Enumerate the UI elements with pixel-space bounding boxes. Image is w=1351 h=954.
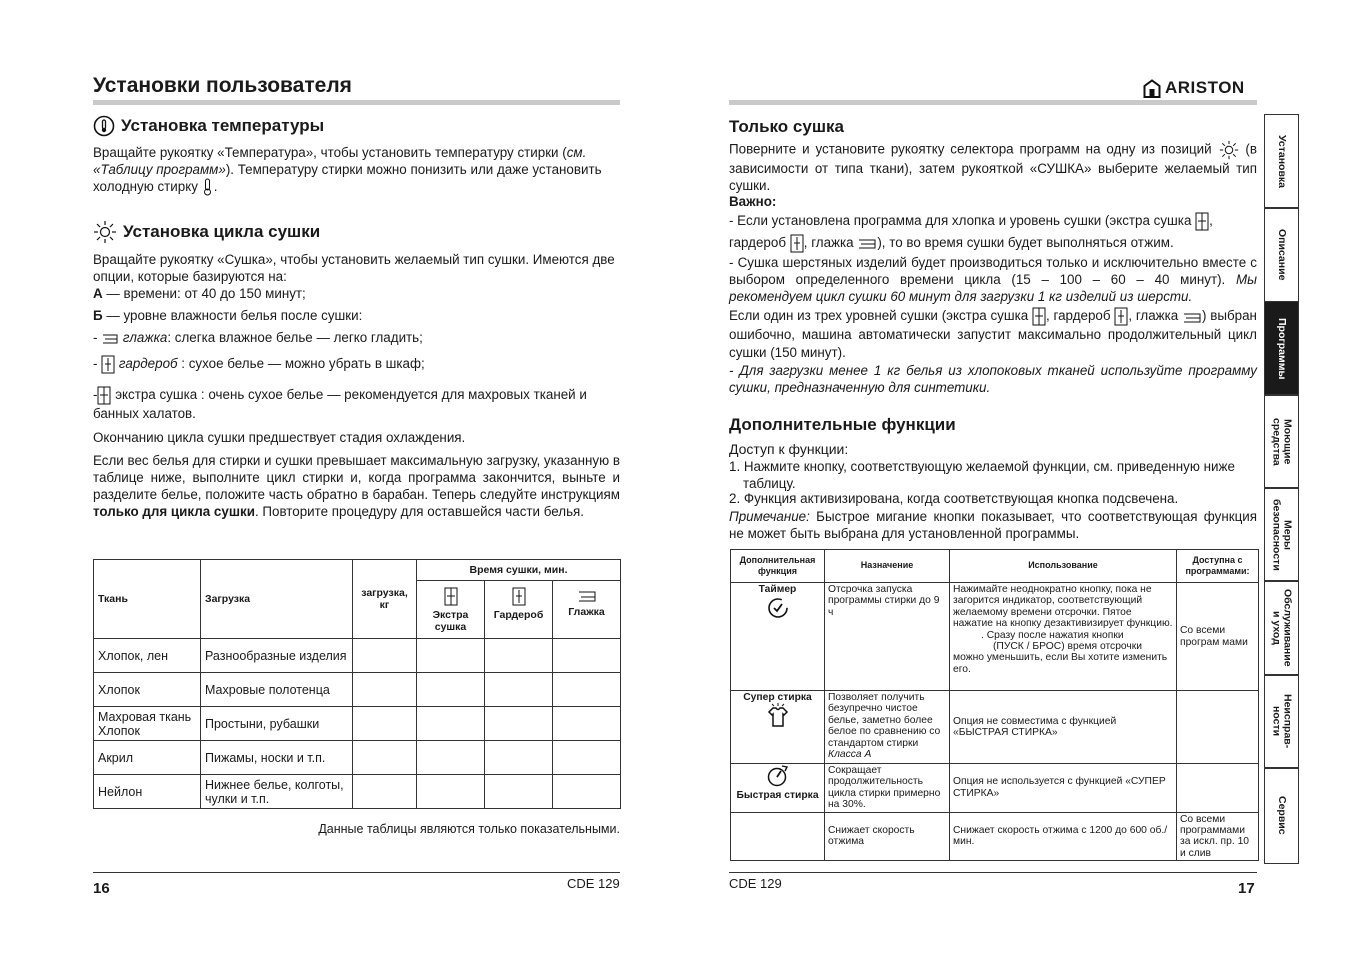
tab-programs[interactable] [1264,301,1299,396]
iron-dry-icon [577,589,597,603]
step-2: 2. Функция активизирована, когда соответствующая кнопка подсвечена. [729,491,1179,506]
tab-label: Меры безопасности [1270,498,1294,571]
col-function: Дополнительная функция [731,550,825,583]
cold-wash-icon [202,178,214,196]
temperature-heading-text: Установка температуры [121,116,325,135]
wardrobe-dry-icon [101,355,115,374]
table-row [731,691,1259,764]
wardrobe-option: - гардероб : сухое белье — можно убрать в шкаф; [93,355,620,374]
tab-label: Обслуживание и уход [1270,589,1294,667]
sun-icon [1218,140,1240,160]
load-cell: Простыни, рубашки [201,707,353,741]
function-cell [731,691,825,764]
tab-safety[interactable] [1264,487,1299,582]
b2: - Сушка шерстяных изделий будет производиться только и исключительно вместе с выбором определенного времени цикла (15 – 100 – 60 – 40 минут). [729,255,1257,287]
b3b: , гардероб [1046,308,1111,324]
temperature-heading [93,115,324,137]
iron-dry-icon [101,332,119,344]
drying-time-table [93,559,621,809]
table-row [731,583,1259,691]
tab-label: Описание [1276,229,1288,281]
tab-service[interactable] [1264,767,1299,864]
title-rule [93,100,620,105]
col-time: Время сушки, мин. [417,560,621,581]
only-dry-heading: Только сушка [729,117,844,136]
thermometer-circle-icon [93,115,115,137]
extra-functions-heading: Дополнительные функции [729,415,956,434]
wardrobe-dry-icon [1114,307,1128,326]
title-rule-right [729,100,1257,105]
tab-description[interactable] [1264,207,1299,303]
availability-cell [1177,691,1259,764]
temperature-text [93,144,620,196]
function-name: Супер стирка [743,692,812,703]
fabric-cell: Нейлон [94,775,201,809]
tab-label: Программы [1276,317,1288,380]
usage-text-3: (ПУСК / БРОС) время отсрочки [993,641,1143,653]
page-number: 16 [93,880,110,897]
step-1: 1. Нажмите кнопку, соответствующую желаемой функции, см. приведенную ниже таблицу. [729,459,1235,491]
availability-cell [1177,764,1259,813]
brand-logo [1143,78,1245,98]
only-dry-p1b: (в зависимости от типа ткани), затем рукояткой «СУШКА» выберите желаемый тип сушки. [729,141,1257,193]
table-row [731,764,1259,813]
table-row [94,639,621,673]
table-row [94,775,621,809]
option-b-letter: Б [93,308,103,323]
model-number: CDE 129 [567,876,620,891]
tab-label: Установка [1276,135,1288,188]
purpose-cell: Снижает скорость отжима [825,812,950,861]
table-row [94,707,621,741]
iron-option-label: глажка [122,330,168,345]
iron-option: - глажка: слегка влажное белье — легко гладить; [93,330,423,345]
note [729,508,1257,542]
col-wardrobe [485,581,553,639]
iron-dry-icon [1182,311,1202,323]
wardrobe-dry-icon [512,587,526,606]
purpose-italic: Класса А [828,749,872,761]
b1b: , гардероб [729,213,1213,250]
extra-dry-option: - экстра сушка : очень сухое белье — рекомендуется для махровых тканей и банных халатов. [93,387,587,421]
usage-cell [950,583,1177,691]
wardrobe-option-text: : сухое белье — можно убрать в шкаф; [177,356,425,372]
b4-italic: - Для загрузки менее 1 кг белья из хлопоковых тканей используйте программу сушки, предназначенную для синтетики. [729,363,1257,395]
extra-dry-option-text: экстра сушка : очень сухое белье — рекомендуется для махровых тканей и банных халатов. [93,387,587,421]
col-iron [553,581,621,639]
col-fabric: Ткань [94,560,201,639]
function-cell [731,583,825,691]
temp-text-italic: см. «Таблицу программ» [93,145,587,177]
overload-text-2: . Повторите процедуру для оставшейся части белья. [254,504,585,519]
overload-text-1: Если вес белья для стирки и сушки превышает максимальную загрузку, указанную в таблице ниже, выполните цикл стирки и, когда программа закончится, выньте и разделите белье, положите часть обратно в барабан. Теперь следуйте инструкциям [93,453,620,502]
table-note: Данные таблицы являются только показательными. [318,822,620,836]
fabric-cell: Махровая ткань Хлопок [94,707,201,741]
extra-dry-icon [444,587,458,606]
usage-text: Нажимайте неоднократно кнопку, пока не загорится индикатор, соответствующий желаемому времени отсрочки. Пятое нажатие на кнопку дезактивизирует функцию. [953,584,1173,630]
col-kg: загрузка, кг [353,560,417,639]
function-name: Таймер [758,584,797,595]
cooling-note: Окончанию цикла сушки предшествует стадия охлаждения. [93,430,466,445]
shirt-icon [766,703,790,729]
extra-dry-icon [97,386,111,405]
option-a-text: — времени: от 40 до 150 минут; [102,286,306,301]
brand-name: ARISTON [1165,78,1245,97]
tab-troubleshooting[interactable] [1264,674,1299,769]
b1c: , глажка [803,235,854,250]
only-dry-p1 [729,140,1257,194]
fast-wash-icon [766,765,790,787]
b3d: ) выбран ошибочно, машина автоматически запустит максимально продолжительный цикл сушки (150 минут). [729,308,1257,360]
page-title: Установки пользователя [93,74,352,97]
dry-intro: Вращайте рукоятку «Сушка», чтобы установить желаемый тип сушки. Имеются две опции, которые базируются на: [93,252,615,284]
col-extra [417,581,485,639]
model-number-right: CDE 129 [729,876,782,891]
availability-cell: Со всеми программами за искл. пр. 10 и слив [1177,812,1259,861]
purpose-cell: Сокращает продолжительность цикла стирки примерно на 30%. [825,764,950,813]
footer-rule-right [729,872,1257,873]
tab-installation[interactable] [1264,114,1299,209]
purpose-cell: Отсрочка запуска программы стирки до 9 ч [825,583,950,691]
load-cell: Махровые полотенца [201,673,353,707]
load-cell: Нижнее белье, колготы, чулки и т.п. [201,775,353,809]
important-b4 [729,362,1257,396]
important-b2 [729,254,1257,305]
timer-icon [766,595,790,619]
overload-bold: только для цикла сушки [93,504,255,519]
extra-dry-icon [1032,307,1046,326]
temp-text-1: Вращайте рукоятку «Температура», чтобы установить температуру стирки ( [93,145,567,160]
note-label: Примечание: [729,509,810,524]
fabric-cell: Хлопок [94,673,201,707]
extra-dry-icon [1195,212,1209,231]
table-row [731,812,1259,861]
tab-label: Сервис [1276,796,1288,835]
col-extra-label: Экстра сушка [432,608,469,633]
usage-cell: Снижает скорость отжима с 1200 до 600 об./мин. [950,812,1177,861]
function-name: Быстрая стирка [736,790,819,802]
col-load: Загрузка [201,560,353,639]
table-row [94,741,621,775]
b3c: , глажка [1128,308,1179,324]
fabric-cell: Хлопок, лен [94,639,201,673]
col-availability: Доступна с программами: [1177,550,1259,583]
fabric-cell: Акрил [94,741,201,775]
b2-italic: Мы рекомендуем цикл сушки 60 минут для загрузки 1 кг изделий из шерсти. [729,272,1257,304]
function-cell [731,812,825,861]
b1a: - Если установлена программа для хлопка и уровень сушки (экстра сушка [729,213,1192,228]
option-b [93,307,620,324]
temp-text-2: ). Температуру стирки можно понизить или даже установить холодную стирку [93,162,602,194]
only-dry-p1a: Поверните и установите рукоятку селектора программ на одну из позиций [729,141,1212,157]
ariston-house-icon [1143,79,1161,98]
iron-dry-icon [857,237,877,249]
tab-label: Моющие средства [1270,417,1294,466]
usage-text-4: можно уменьшить, если Вы хотите изменить его. [953,652,1168,675]
table-row [94,673,621,707]
functions-table [730,549,1259,861]
temp-text-3: . [213,179,218,194]
col-purpose: Назначение [825,550,950,583]
dry-cycle-heading-text: Установка цикла сушки [123,222,321,241]
important-label: Важно: [729,194,777,209]
col-usage: Использование [950,550,1177,583]
load-cell: Пижамы, носки и т.п. [201,741,353,775]
note-text: Быстрое мигание кнопки показывает, что соответствующая функция не может быть выбрана для установленной программы. [729,509,1257,541]
iron-option-text: : слегка влажное белье — легко гладить; [167,330,423,345]
tab-maintenance[interactable] [1264,580,1299,676]
important-b1 [729,210,1257,254]
usage-cell: Опция не используется с функцией «СУПЕР СТИРКА» [950,764,1177,813]
option-a-letter: А [93,286,103,301]
option-a [93,285,620,302]
purpose-text: Позволяет получить безупречно чистое белье, заметно более белое по сравнению со стандартом стирки [828,692,941,749]
load-cell: Разнообразные изделия [201,639,353,673]
b3a: Если один из трех уровней сушки (экстра сушка [729,308,1029,324]
function-cell [731,764,825,813]
usage-cell: Опция не совместима с функцией «БЫСТРАЯ СТИРКА» [950,691,1177,764]
tab-label: Неисправ- ности [1270,694,1294,749]
overload-paragraph [93,452,620,520]
footer-rule [93,872,620,873]
purpose-cell [825,691,950,764]
availability-cell: Со всеми програм мами [1177,583,1259,691]
col-wardrobe-label: Гардероб [493,608,544,621]
tab-detergents[interactable] [1264,394,1299,489]
access-label: Доступ к функции: [729,441,849,457]
wardrobe-dry-icon [790,234,804,253]
usage-text-2: . Сразу после нажатия кнопки [981,629,1124,641]
page-number-right: 17 [1238,880,1255,897]
sun-icon [93,220,117,244]
important-b3 [729,307,1257,362]
dry-cycle-heading [93,220,320,244]
option-b-text: — уровне влажности белья после сушки: [102,308,363,323]
b1d: ), то во время сушки будет выполняться отжим. [877,235,1174,250]
col-iron-label: Глажка [568,606,605,618]
wardrobe-option-label: гардероб [118,356,178,372]
